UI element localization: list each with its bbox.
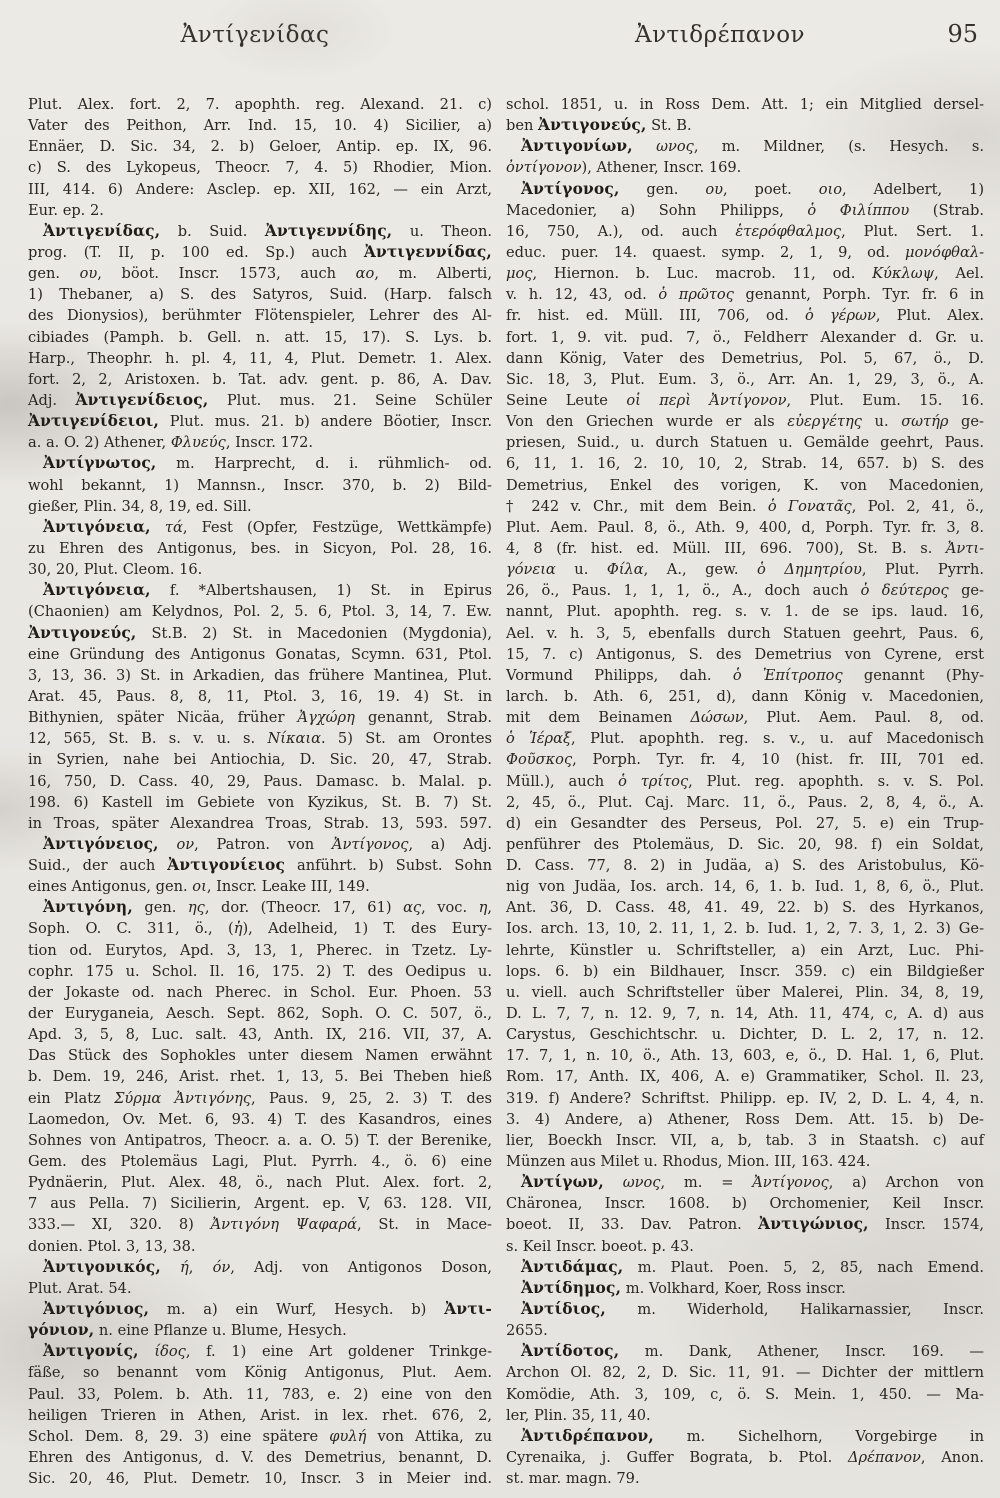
text-line: b. Dem. 19, 246, Arist. rhet. 1, 13, 5. Bei Theben hieß [28, 1068, 492, 1086]
text-line: Schol. Dem. 8, 29. 3) eine spätere φυλή von Attika, zu [28, 1427, 493, 1445]
text-line: Plut. Arat. 54. [28, 1279, 132, 1297]
text-line: Soph. O. C. 311, ö., (ἡ), Adelheid, 1) T. des Eury- [28, 920, 493, 938]
text-line: prog. (T. II, p. 100 ed. Sp.) auch Ἀντιγεννίδας, [28, 242, 492, 261]
text-line: γόνεια u. Φίλα, A., gew. ὁ Δημητρίου, Plut. Pyrrh. [506, 561, 984, 579]
text-line: v. h. 12, 43, od. ὁ πρῶτος genannt, Porph. Tyr. fr. 6 in [506, 286, 985, 304]
text-line: u. viell. auch Schriftsteller über Malerei, Plin. 34, 8, 19, [506, 983, 984, 1001]
text-line: 4, 8 (fr. hist. ed. Müll. III, 696. 700), St. B. s. Ἀντι- [506, 539, 984, 557]
text-line: nig von Judäa, Ios. arch. 14, 6, 1. b. Iud. 1, 8, 6, ö., Plut. [506, 878, 984, 896]
text-line: 26, ö., Paus. 1, 1, 1, ö., A., doch auch ὁ δεύτερος ge- [506, 582, 984, 600]
left-column [28, 94, 492, 1489]
text-line: lops. 6. b) ein Bildhauer, Inscr. 359. c) ein Bildgießer [506, 962, 984, 980]
text-line: in Troas, später Alexandrea Troas, Strab. 13, 593. 597. [28, 814, 492, 832]
text-line: Ἀντιγόνη, gen. ης, dor. (Theocr. 17, 61) ας, voc. η, [43, 898, 492, 917]
text-line: D. Cass. 77, 8. 2) in Judäa, a) S. des Aristobulus, Kö- [506, 857, 984, 875]
text-line: Ἀντιγόνεια, f. *Albertshausen, 1) St. in Epirus [43, 581, 492, 600]
text-line: 333.— XI, 320. 8) Ἀντιγόνη Ψαφαρά, St. in Mace- [28, 1216, 492, 1234]
text-line: fäße, so benannt vom König Antigonus, Plut. Aem. [28, 1364, 492, 1382]
text-line: boeot. II, 33. Dav. Patron. Ἀντιγώνιος, Inscr. 1574, [506, 1215, 984, 1234]
text-line: lehrte, Künstler u. Schriftsteller, a) ein Arzt, Luc. Phi- [506, 941, 984, 959]
text-line: Sohnes von Antipatros, Theocr. a. a. O. 5) T. der Berenike, [28, 1131, 492, 1149]
text-line: Ἀντίγων, ωνος, m. = Ἀντίγονος, a) Archon von [521, 1173, 984, 1192]
text-line: Paul. 33, Polem. b. Ath. 11, 783, e. 2) eine von den [28, 1385, 492, 1403]
text-line: 30, 20, Plut. Cleom. 16. [28, 561, 203, 579]
text-line: Münzen aus Milet u. Rhodus, Mion. III, 163. 424. [506, 1153, 871, 1171]
text-line: 3, 13, 36. 3) St. in Arkadien, das frühere Mantinea, Plut. [28, 666, 492, 684]
text-line: Komödie, Ath. 3, 109, c, ö. S. Mein. 1, 450. — Ma- [506, 1385, 984, 1403]
text-line: 2, 45, ö., Plut. Caj. Marc. 11, ö., Paus. 2, 8, 4, ö., A. [506, 793, 984, 811]
text-line: 15, 7. c) Antigonus, S. des Demetrius von Cyrene, erst [506, 645, 984, 663]
text-line: Ἀντιδρέπανον, m. Sichelhorn, Vorgebirge in [521, 1426, 984, 1445]
text-line: cibiades (Pamph. b. Gell. n. att. 15, 17). S. Lys. b. [28, 328, 492, 346]
text-line: Ἀντιγονεύς, St.B. 2) St. in Macedonien (Mygdonia), [28, 623, 492, 642]
text-line: fort. 2, 2, Aristoxen. b. Tat. adv. gent. p. 86, A. Dav. [28, 370, 492, 388]
text-line: d) ein Gesandter des Perseus, Pol. 27, 5. e) ein Trup- [506, 814, 984, 832]
text-line: wohl bekannt, 1) Mannsn., Inscr. 370, b. 2) Bild- [28, 476, 492, 494]
text-line: a. a. O. 2) Athener, Φλυεύς, Inscr. 172. [28, 434, 314, 452]
text-line: D. L. 7, 7, n. 12. 9, 7, n. 14, Ath. 11, 474, c, A. d) aus [506, 1005, 984, 1023]
text-line: 6, 11, 1. 16, 2. 10, 10, 2, Strab. 14, 657. b) S. des [506, 455, 984, 473]
text-line: Ἀντίδιος, m. Widerhold, Halikarnassier, Inscr. [521, 1300, 984, 1319]
text-line: ὁ Ἱέραξ, Plut. apophth. reg. s. v., u. auf Macedonisch [506, 730, 984, 748]
text-line: gießer, Plin. 34, 8, 19, ed. Sill. [28, 497, 252, 515]
text-line: Ἀντιγονίων, ωνος, m. Mildner, (s. Hesych. s. [521, 137, 984, 156]
running-head-right: Ἀντιδρέπανον [634, 22, 806, 48]
text-line: Bithynien, später Nicäa, früher Ἀγχώρη genannt, Strab. [28, 709, 492, 727]
text-line: 7 aus Pella. 7) Sicilierin, Argent. ep. V, 63. 128. VII, [28, 1195, 492, 1213]
text-line: des Dionysios), berühmter Flötenspieler, Lehrer des Al- [28, 307, 492, 325]
text-line: Ἀντίγνωτος, m. Harprecht, d. i. rühmlich- od. [43, 454, 492, 473]
text-line: 1) Thebaner, a) S. des Satyros, Suid. (Harp. falsch [28, 286, 492, 304]
text-line: 2655. [506, 1322, 548, 1340]
text-line: s. Keil Inscr. boeot. p. 43. [506, 1237, 694, 1255]
text-line: Ἀντίγονος, gen. ου, poet. οιο, Adelbert, 1) [521, 179, 985, 198]
page-header [0, 0, 1000, 70]
text-line: Sic. 20, 46, Plut. Demetr. 10, Inscr. 3 in Meier ind. [28, 1470, 492, 1488]
text-line: penführer des Ptolemäus, D. Sic. 20, 98. f) ein Soldat, [506, 835, 984, 853]
text-line: † 242 v. Chr., mit dem Bein. ὁ Γονατᾶς, Pol. 2, 41, ö., [506, 497, 984, 515]
text-line: 16, 750, A.), od. auch ἑτερόφθαλμος, Plut. Sert. 1. [506, 222, 984, 240]
text-line: st. mar. magn. 79. [506, 1470, 640, 1488]
text-line: Macedonier, a) Sohn Philipps, ὁ Φιλίππου (Strab. [506, 201, 984, 219]
text-line: Ael. v. h. 3, 5, ebenfalls durch Statuen geehrt, Paus. 6, [506, 624, 984, 642]
text-line: priesen, Suid., u. durch Statuen u. Gemälde geehrt, Paus. [506, 434, 984, 452]
text-line: Gem. des Ptolemäus Lagi, Plut. Pyrrh. 4., ö. 6) eine [28, 1153, 492, 1171]
text-line: Adj. Ἀντιγενίδειος, Plut. mus. 21. Seine Schüler [28, 390, 493, 409]
text-line: 16, 750, D. Cass. 40, 29, Paus. Damasc. b. Malal. p. [28, 772, 492, 790]
text-line: 12, 565, St. B. s. v. u. s. Νίκαια. 5) St. am Orontes [28, 730, 492, 748]
text-line: Pydnäerin, Plut. Alex. 48, ö., nach Plut. Alex. fort. 2, [28, 1174, 492, 1192]
text-line: cophr. 175 u. Schol. Il. 16, 175. 2) T. des Oedipus u. [28, 962, 492, 980]
page-number: 95 [947, 20, 978, 48]
text-line: Harp., Theophr. h. pl. 4, 11, 4, Plut. Demetr. 1. Alex. [28, 349, 492, 367]
text-line: Müll.), auch ὁ τρίτος, Plut. reg. apophth. s. v. S. Pol. [506, 772, 984, 790]
text-line: gen. ου, böot. Inscr. 1573, auch αο, m. Alberti, [28, 265, 492, 283]
text-line: Carystus, Geschichtschr. u. Dichter, D. L. 2, 17, n. 12. [506, 1026, 984, 1044]
text-line: Von den Griechen wurde er als εὐεργέτης u. σωτήρ ge- [506, 413, 984, 431]
text-line: Φοῦσκος, Porph. Tyr. fr. 4, 10 (hist. fr. III, 701 ed. [506, 751, 984, 769]
text-line: ben Ἀντιγονεύς, St. B. [506, 116, 692, 135]
text-line: donien. Ptol. 3, 13, 38. [28, 1237, 196, 1255]
text-line: c) S. des Lykopeus, Theocr. 7, 4. 5) Rhodier, Mion. [28, 159, 492, 177]
text-line: 198. 6) Kastell im Gebiete von Kyzikus, St. B. 7) St. [28, 793, 492, 811]
text-line: ὀντίγονον), Athener, Inscr. 169. [506, 159, 742, 177]
text-line: Ios. arch. 13, 10, 2. 11, 1, 2. b. Iud. 1, 2, 7. 3, 1, 2. 3) Ge- [506, 920, 984, 938]
text-line: Ehren des Antigonus, d. V. des Demetrius, benannt, D. [28, 1449, 492, 1466]
text-line: eines Antigonus, gen. οι, Inscr. Leake III, 149. [28, 878, 370, 896]
text-line: 3. 4) Andere, a) Athener, Ross Dem. Att. 15. b) De- [506, 1110, 984, 1128]
text-line: Cyrenaika, j. Guffer Bograta, b. Ptol. Δρέπανον, Anon. [506, 1449, 985, 1466]
text-line: dann König, Vater des Demetrius, Pol. 5, 67, ö., D. [506, 349, 984, 367]
text-line: Ἀντιγόνιος, m. a) ein Wurf, Hesych. b) Ἀντι- [43, 1300, 492, 1319]
text-line: III, 414. 6) Andere: Asclep. ep. XII, 162, — ein Arzt, [28, 180, 492, 198]
running-head-left: Ἀντίγενίδας [180, 22, 330, 48]
text-line: Ἀντιγενίδειοι, Plut. mus. 21. b) andere Böotier, Inscr. [28, 412, 492, 431]
text-line: larch. b. Ath. 6, 251, d), dann König v. Macedonien, [506, 687, 984, 705]
text-line: nannt, Plut. apophth. reg. s. v. 1. de se ips. laud. 16, [506, 603, 984, 621]
text-line: Ἀντίδοτος, m. Dank, Athener, Inscr. 169. — [521, 1342, 984, 1361]
text-line: ein Platz Σύρμα Ἀντιγόνης, Paus. 9, 25, 2. 3) T. des [28, 1089, 492, 1107]
text-line: Ant. 36, D. Cass. 48, 41. 49, 22. b) S. des Hyrkanos, [506, 899, 984, 917]
text-line: Vormund Philipps, dah. ὁ Ἐπίτροπος genannt (Phy- [506, 666, 985, 684]
text-line: Rom. 17, Anth. IX, 406, A. e) Grammatiker, Schol. Il. 23, [506, 1068, 984, 1086]
text-line: heiligen Trieren in Athen, Arist. in lex. rhet. 676, 2, [28, 1406, 492, 1424]
text-line: Chäronea, Inscr. 1608. b) Orchomenier, Keil Inscr. [506, 1195, 984, 1213]
text-line: Sic. 18, 3, Plut. Eum. 3, ö., Arr. An. 1, 29, 3, ö., A. [506, 370, 984, 388]
text-line: Seine Leute οἱ περὶ Ἀντίγονον, Plut. Eum. 15. 16. [506, 391, 984, 409]
text-line: Plut. Alex. fort. 2, 7. apophth. reg. Alexand. 21. c) [28, 96, 492, 113]
text-line: 319. f) Andere? Schriftst. Philipp. ep. IV, 2, D. L. 4, 4, n. [506, 1089, 984, 1107]
text-line: zu Ehren des Antigonus, bes. in Sicyon, Pol. 28, 16. [28, 539, 492, 557]
right-column [506, 94, 984, 1489]
text-line: Ἀντιγόνειος, ον, Patron. von Ἀντίγονος, a) Adj. [43, 834, 493, 853]
text-line: Suid., der auch Ἀντιγονίειος anführt. b) Subst. Sohn [28, 856, 493, 875]
text-line: Ἀντιγόνεια, τά, Fest (Opfer, Festzüge, Wettkämpfe) [43, 517, 493, 536]
text-line: Ἀντιγονικός, ή, όν, Adj. von Antigonos Doson, [43, 1257, 492, 1276]
text-line: Vater des Peithon, Arr. Ind. 15, 10. 4) Sicilier, a) [28, 117, 492, 135]
text-line: Das Stück des Sophokles unter diesem Namen erwähnt [28, 1047, 492, 1065]
text-line: in Syrien, nahe bei Antiochia, D. Sic. 20, 47, Strab. [28, 751, 492, 769]
text-line: Ἀντιγονίς, ίδος, f. 1) eine Art goldener Trinkge- [43, 1342, 492, 1361]
text-line: eine Gründung des Antigonus Gonatas, Scymn. 631, Ptol. [28, 645, 492, 663]
text-line: fort. 1, 9. vit. pud. 7, ö., Feldherr Alexander d. Gr. u. [506, 328, 984, 346]
text-line: Archon Ol. 82, 2, D. Sic. 11, 91. — Dichter der mittlern [506, 1364, 984, 1382]
text-line: fr. hist. ed. Müll. III, 706, od. ὁ γέρων, Plut. Alex. [506, 307, 984, 325]
text-line: Arat. 45, Paus. 8, 8, 11, Ptol. 3, 16, 19. 4) St. in [28, 687, 492, 705]
text-line: 17. 7, 1, n. 10, ö., Ath. 13, 603, e, ö., D. Hal. 1, 6, Plut. [506, 1047, 984, 1065]
text-line: μος, Hiernon. b. Luc. macrob. 11, od. Κύκλωψ, Ael. [506, 265, 984, 283]
text-line: der Jokaste od. nach Pherec. in Schol. Eur. Phoen. 53 [28, 983, 492, 1001]
text-line: lier, Boeckh Inscr. VII, a, b, tab. 3 in Staatsh. c) auf [506, 1131, 984, 1149]
text-line: Eur. ep. 2. [28, 201, 104, 219]
text-line: ler, Plin. 35, 11, 40. [506, 1406, 651, 1424]
text-line: Plut. Aem. Paul. 8, ö., Ath. 9, 400, d, Porph. Tyr. fr. 3, 8. [506, 518, 984, 536]
text-line: tion od. Eurytos, Apd. 3, 13, 1, Pherec. in Tzetz. Ly- [28, 941, 492, 959]
text-line: der Euryganeia, Aesch. Sept. 862, Soph. O. C. 507, ö., [28, 1005, 492, 1023]
text-line: Laomedon, Ov. Met. 6, 93. 4) T. des Kasandros, eines [28, 1110, 492, 1128]
text-line: Apd. 3, 5, 8, Luc. salt. 43, Anth. IX, 216. VII, 37, A. [28, 1026, 492, 1044]
text-line: γόνιον, n. eine Pflanze u. Blume, Hesych. [28, 1321, 347, 1340]
text-line: Ἀντιγενίδας, b. Suid. Ἀντιγεννίδης, u. Theon. [43, 221, 492, 240]
text-line: (Chaonien) am Kelydnos, Pol. 2, 5. 6, Ptol. 3, 14, 7. Ew. [28, 603, 492, 621]
text-line: Demetrius, Enkel des vorigen, K. von Macedonien, [506, 476, 984, 494]
text-line: Ἀντιδάμας, m. Plaut. Poen. 5, 2, 85, nach Emend. [521, 1257, 984, 1276]
text-line: schol. 1851, u. in Ross Dem. Att. 1; ein Mitglied dersel- [506, 96, 984, 113]
text-line: educ. puer. 14. quaest. symp. 2, 1, 9, od. μονόφθαλ- [506, 243, 984, 261]
text-line: mit dem Beinamen Δώσων, Plut. Aem. Paul. 8, od. [506, 709, 985, 727]
text-line: Ἀντίδημος, m. Volkhard, Koer, Ross inscr. [521, 1278, 846, 1297]
text-line: Ennäer, D. Sic. 34, 2. b) Geloer, Antip. ep. IX, 96. [28, 138, 492, 156]
